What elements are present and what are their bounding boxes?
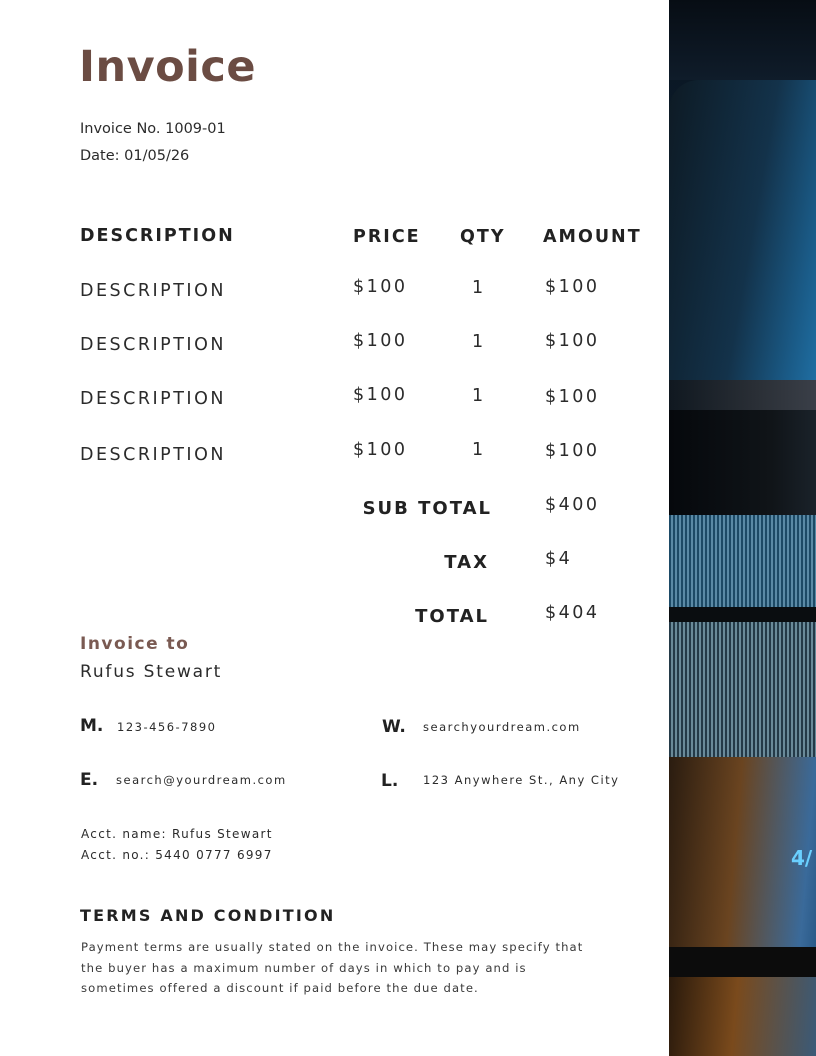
row-description: DESCRIPTION xyxy=(80,389,226,409)
phone-label: M. xyxy=(80,716,104,736)
header-qty: QTY xyxy=(460,227,506,247)
lens-mount xyxy=(669,977,816,1056)
lens-cap-area xyxy=(669,0,816,80)
tax-value: $4 xyxy=(545,549,573,569)
invoice-title: Invoice xyxy=(79,42,257,92)
lens-photo xyxy=(669,0,816,1056)
subtotal-value: $400 xyxy=(545,495,600,515)
row-qty: 1 xyxy=(472,386,486,406)
tax-label: TAX xyxy=(444,552,489,573)
web-value: searchyourdream.com xyxy=(423,720,581,734)
row-qty: 1 xyxy=(472,332,486,352)
terms-text: Payment terms are usually stated on the invoice. These may specify that the buyer has a maximum number of days in which to pay and is sometimes offered a discount if paid before the due date. xyxy=(81,940,584,995)
row-price: $100 xyxy=(353,331,408,351)
ring-gap xyxy=(669,607,816,622)
row-price: $100 xyxy=(353,440,408,460)
location-label: L. xyxy=(381,771,399,791)
row-price: $100 xyxy=(353,385,408,405)
invoice-number: Invoice No. 1009-01 xyxy=(80,121,226,137)
account-name: Acct. name: Rufus Stewart xyxy=(81,827,273,841)
lens-barrel-top xyxy=(669,80,816,380)
subtotal-label: SUB TOTAL xyxy=(362,498,492,519)
account-number: Acct. no.: 5440 0777 6997 xyxy=(81,848,273,862)
header-amount: AMOUNT xyxy=(543,227,642,247)
row-description: DESCRIPTION xyxy=(80,335,226,355)
lens-marking: 4/ xyxy=(791,846,813,870)
invoice-date: Date: 01/05/26 xyxy=(80,148,190,164)
row-qty: 1 xyxy=(472,440,486,460)
location-value: 123 Anywhere St., Any City xyxy=(423,773,620,787)
row-qty: 1 xyxy=(472,278,486,298)
row-amount: $100 xyxy=(545,387,600,407)
focus-ring xyxy=(669,515,816,607)
terms-title: TERMS AND CONDITION xyxy=(80,906,336,925)
row-price: $100 xyxy=(353,277,408,297)
lens-band xyxy=(669,380,816,410)
total-label: TOTAL xyxy=(415,606,489,627)
lens-barrel-mid xyxy=(669,410,816,515)
email-value: search@yourdream.com xyxy=(116,773,287,787)
row-amount: $100 xyxy=(545,441,600,461)
row-amount: $100 xyxy=(545,277,600,297)
header-description: DESCRIPTION xyxy=(80,226,235,246)
email-label: E. xyxy=(80,770,99,790)
invoice-to-label: Invoice to xyxy=(80,634,190,654)
row-amount: $100 xyxy=(545,331,600,351)
total-value: $404 xyxy=(545,603,600,623)
header-price: PRICE xyxy=(353,227,421,247)
phone-value: 123-456-7890 xyxy=(117,720,217,734)
lens-band-lower xyxy=(669,947,816,977)
row-description: DESCRIPTION xyxy=(80,445,226,465)
client-name: Rufus Stewart xyxy=(80,662,223,682)
web-label: W. xyxy=(382,717,406,737)
row-description: DESCRIPTION xyxy=(80,281,226,301)
zoom-ring xyxy=(669,622,816,757)
